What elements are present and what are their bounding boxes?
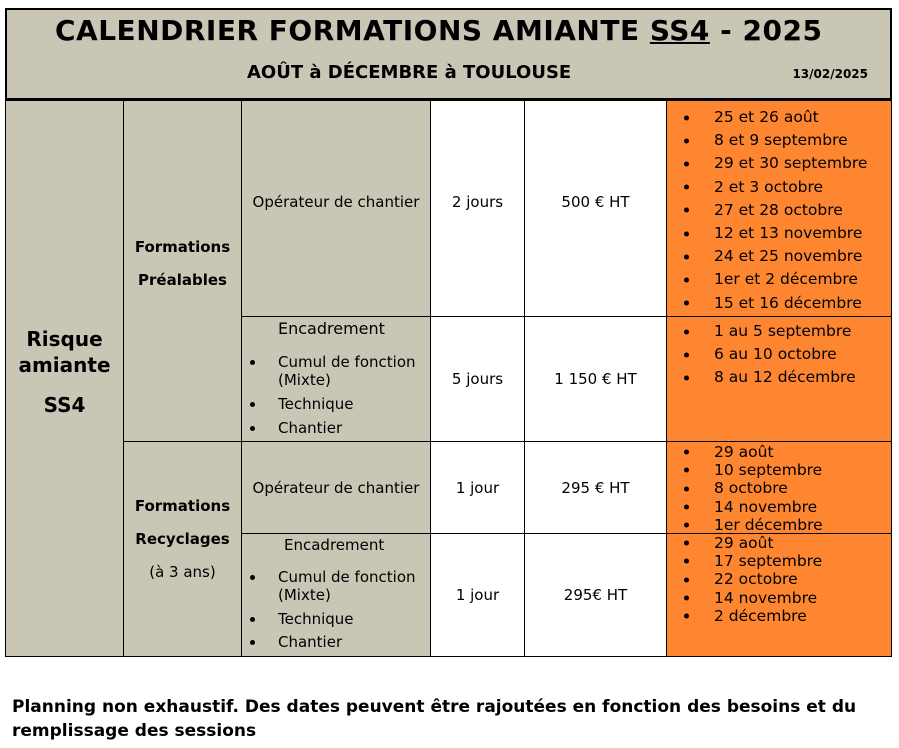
date-item: 8 au 12 décembre xyxy=(667,366,891,389)
date-item: 29 août xyxy=(667,534,891,552)
row2-duration: 5 jours xyxy=(430,316,525,442)
date-item: 14 novembre xyxy=(667,589,891,607)
group-recyclages-line1: Formations xyxy=(134,496,231,515)
role-title: Encadrement xyxy=(278,319,385,338)
group-recyclages-line2: Recyclages xyxy=(135,529,230,548)
row4-role xyxy=(241,533,431,657)
row4-dates xyxy=(666,533,892,657)
row4-duration: 1 jour xyxy=(430,533,525,657)
title-code: SS4 xyxy=(649,14,710,47)
role-item: Technique xyxy=(242,610,430,628)
group-prealables xyxy=(123,100,242,442)
row1-duration: 2 jours xyxy=(430,100,525,317)
row1-role: Opérateur de chantier xyxy=(241,100,431,317)
document-date: 13/02/2025 xyxy=(792,67,868,81)
row3-price: 295 € HT xyxy=(524,441,667,534)
date-item: 29 et 30 septembre xyxy=(667,152,891,175)
row4-price: 295€ HT xyxy=(524,533,667,657)
role-item: Technique xyxy=(242,395,430,413)
role-item: Chantier xyxy=(242,419,430,437)
row2-role xyxy=(241,316,431,442)
date-item: 25 et 26 août xyxy=(667,106,891,129)
date-item: 1 au 5 septembre xyxy=(667,320,891,343)
date-item: 8 octobre xyxy=(667,479,891,497)
group-prealables-line1: Formations xyxy=(134,238,231,256)
role-title: Encadrement xyxy=(284,536,385,554)
row2-price: 1 150 € HT xyxy=(524,316,667,442)
page-subtitle: AOÛT à DÉCEMBRE à TOULOUSE xyxy=(247,62,572,83)
date-item: 15 et 16 décembre xyxy=(667,292,891,315)
role-item: Chantier xyxy=(242,633,430,651)
row3-dates xyxy=(666,441,892,534)
page-title: CALENDRIER FORMATIONS AMIANTE SS4 - 2025 xyxy=(55,14,823,47)
date-item: 1er et 2 décembre xyxy=(667,268,891,291)
risk-cell xyxy=(5,100,124,657)
date-item: 14 novembre xyxy=(667,498,891,516)
footnote: Planning non exhaustif. Des dates peuvent être rajoutées en fonction des besoins et du remplissage des sessions xyxy=(12,697,857,741)
risk-code: SS4 xyxy=(43,392,86,417)
calendar-header xyxy=(5,8,892,101)
date-item: 27 et 28 octobre xyxy=(667,199,891,222)
role-item: Cumul de fonction (Mixte) xyxy=(242,568,430,604)
date-item: 17 septembre xyxy=(667,552,891,570)
date-item: 6 au 10 octobre xyxy=(667,343,891,366)
group-prealables-line2: Préalables xyxy=(138,271,227,289)
row3-role: Opérateur de chantier xyxy=(241,441,431,534)
risk-line2: amiante xyxy=(18,352,111,377)
row3-duration: 1 jour xyxy=(430,441,525,534)
risk-line1: Risque xyxy=(26,326,103,351)
date-item: 29 août xyxy=(667,443,891,461)
row1-price: 500 € HT xyxy=(524,100,667,317)
date-item: 2 et 3 octobre xyxy=(667,176,891,199)
date-item: 8 et 9 septembre xyxy=(667,129,891,152)
date-item: 12 et 13 novembre xyxy=(667,222,891,245)
date-item: 22 octobre xyxy=(667,570,891,588)
role-item: Cumul de fonction (Mixte) xyxy=(242,353,430,389)
group-recyclages xyxy=(123,441,242,657)
row1-dates xyxy=(666,100,892,317)
date-item: 24 et 25 novembre xyxy=(667,245,891,268)
row2-dates xyxy=(666,316,892,442)
date-item: 1er décembre xyxy=(667,516,891,534)
date-item: 2 décembre xyxy=(667,607,891,625)
date-item: 10 septembre xyxy=(667,461,891,479)
group-recyclages-note: (à 3 ans) xyxy=(149,562,216,581)
